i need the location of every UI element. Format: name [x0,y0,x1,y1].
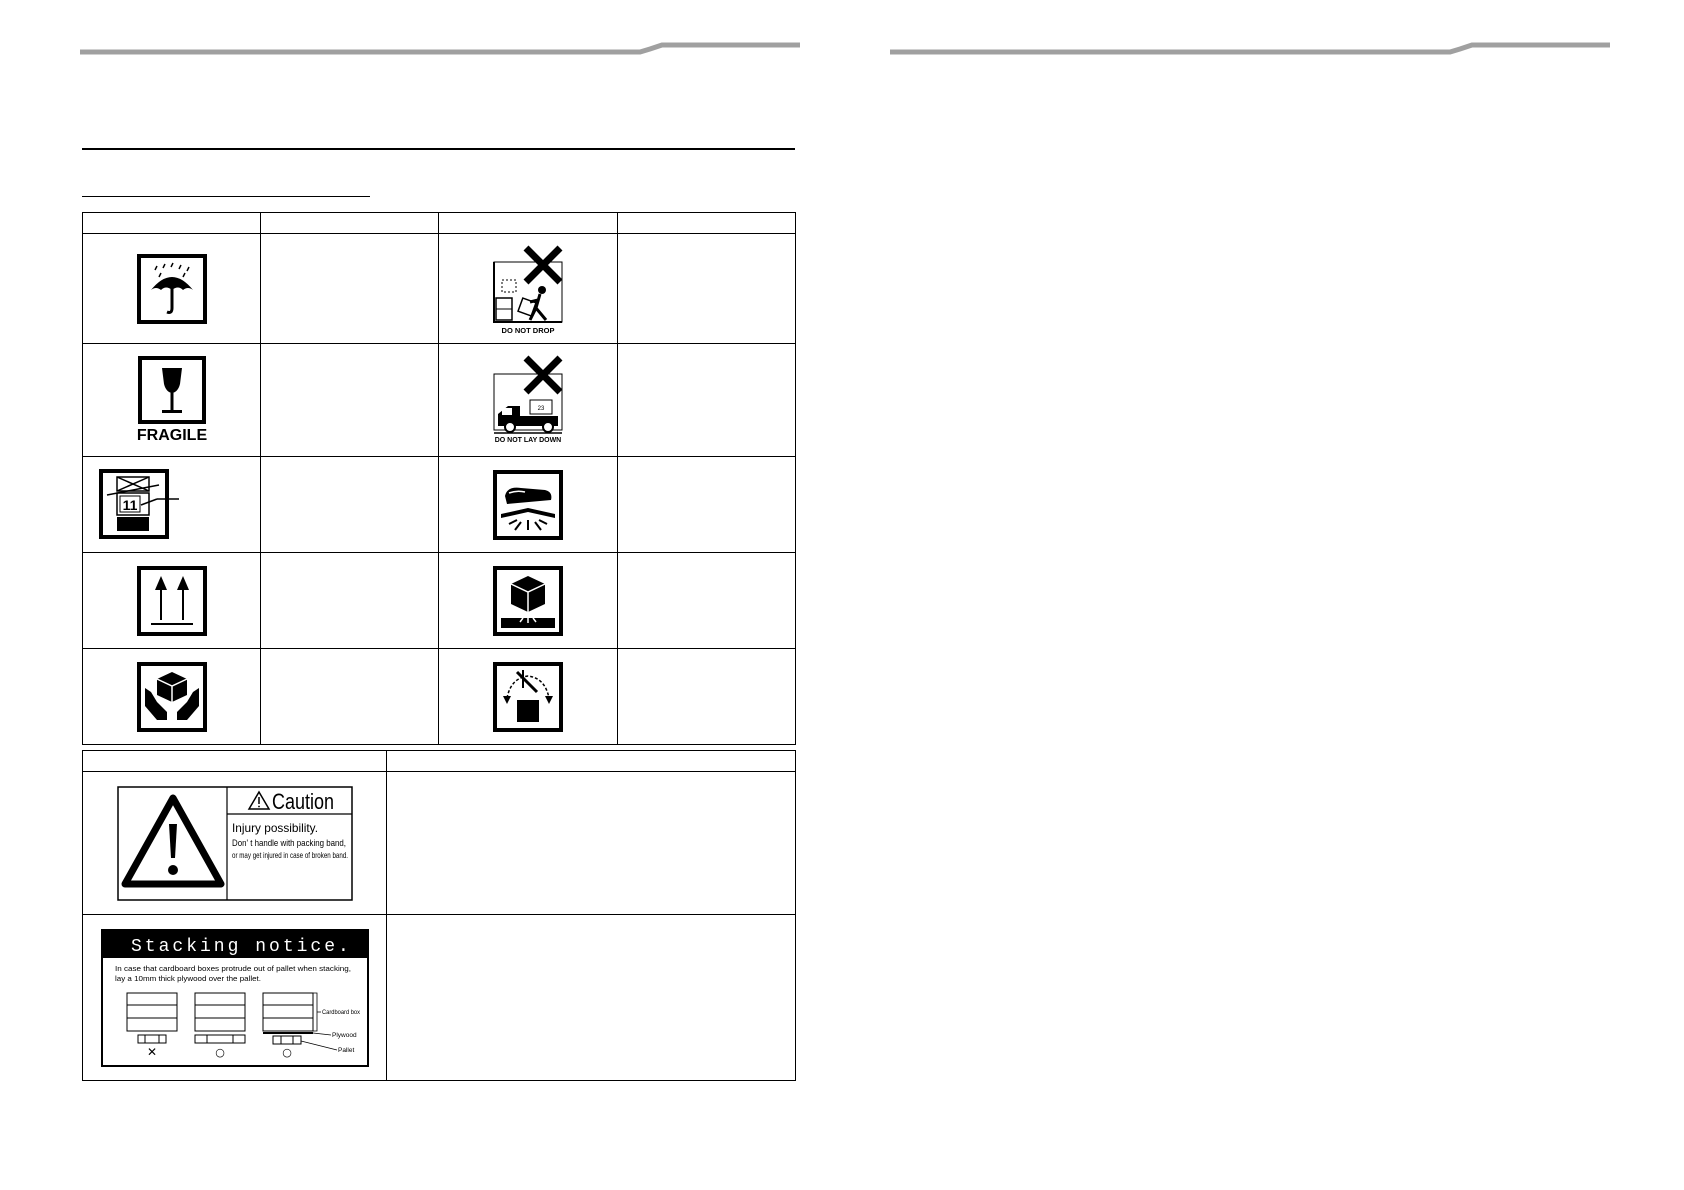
description-cell [387,915,796,1081]
description-cell [618,649,796,745]
this-way-up-arrows-icon [137,566,207,636]
label-cell [83,915,387,1081]
symbol-cell [439,457,618,553]
header-cell [618,213,796,234]
symbol-cell [439,344,618,457]
description-cell [618,234,796,344]
svg-text:11: 11 [122,496,138,513]
description-cell [387,772,796,915]
header-cell [83,213,261,234]
symbol-cell [83,649,261,745]
symbol-cell [83,344,261,457]
svg-text:Injury possibility.: Injury possibility. [231,820,318,835]
stacking-notice-label [101,929,369,1067]
description-cell [618,344,796,457]
svg-text:Cardboard box: Cardboard box [321,1008,361,1016]
do-not-drop-icon [490,242,566,336]
do-not-throw-box-icon [493,566,563,636]
svg-text:or may get injured in case of: or may get injured in case of broken band. [231,849,348,860]
svg-text:Caution: Caution [271,788,334,814]
header-bar-left [80,0,800,60]
table-row [83,649,796,745]
svg-text:DO NOT LAY DOWN: DO NOT LAY DOWN [494,437,562,444]
label-table-header-row [83,751,796,772]
table-row [83,915,796,1081]
svg-text:Don' t handle with packing ban: Don' t handle with packing band, [231,837,346,849]
keep-dry-umbrella-icon [137,254,207,324]
svg-text:○: ○ [281,1045,292,1059]
table-row [83,234,796,344]
pictogram-table [82,212,796,745]
description-cell [261,649,439,745]
table-row [83,457,796,553]
description-cell [618,457,796,553]
label-cell [83,772,387,915]
do-not-lay-down-icon [490,356,566,444]
svg-text:lay a 10mm thick plywood over: lay a 10mm thick plywood over the pallet. [114,973,261,983]
fragile-glass-icon [134,356,210,444]
header-cell [261,213,439,234]
symbol-cell [439,553,618,649]
table-row [83,344,796,457]
svg-text:Stacking notice.: Stacking notice. [130,936,352,957]
svg-text:✕: ✕ [146,1044,157,1059]
header-cell [439,213,618,234]
svg-text:In case that cardboard boxes p: In case that cardboard boxes protrude out of pallet when stacking, [114,963,351,973]
handle-with-care-hands-icon [137,662,207,732]
pictogram-table-header-row [83,213,796,234]
stacking-limit-icon [99,469,189,541]
header-bar-right [890,0,1610,60]
svg-text:DO NOT DROP: DO NOT DROP [501,325,555,335]
description-cell [618,553,796,649]
svg-text:23: 23 [537,406,545,412]
description-cell [261,234,439,344]
do-not-step-on-icon [493,470,563,540]
description-cell [261,457,439,553]
header-cell [387,751,796,772]
section-rule [82,148,795,150]
table-row [83,772,796,915]
label-table [82,750,796,1081]
description-cell [261,553,439,649]
header-cell [83,751,387,772]
table-row [83,553,796,649]
svg-text:Plywood: Plywood [331,1031,357,1039]
symbol-cell [439,649,618,745]
svg-text:Pallet: Pallet [337,1046,354,1054]
caution-label [117,786,353,901]
do-not-tip-over-icon [493,662,563,732]
symbol-cell [83,553,261,649]
description-cell [261,344,439,457]
symbol-cell [83,457,261,553]
symbol-cell [439,234,618,344]
symbol-cell [83,234,261,344]
svg-text:○: ○ [214,1045,225,1059]
svg-text:FRAGILE: FRAGILE [136,427,207,444]
subheading-underline [82,196,370,197]
